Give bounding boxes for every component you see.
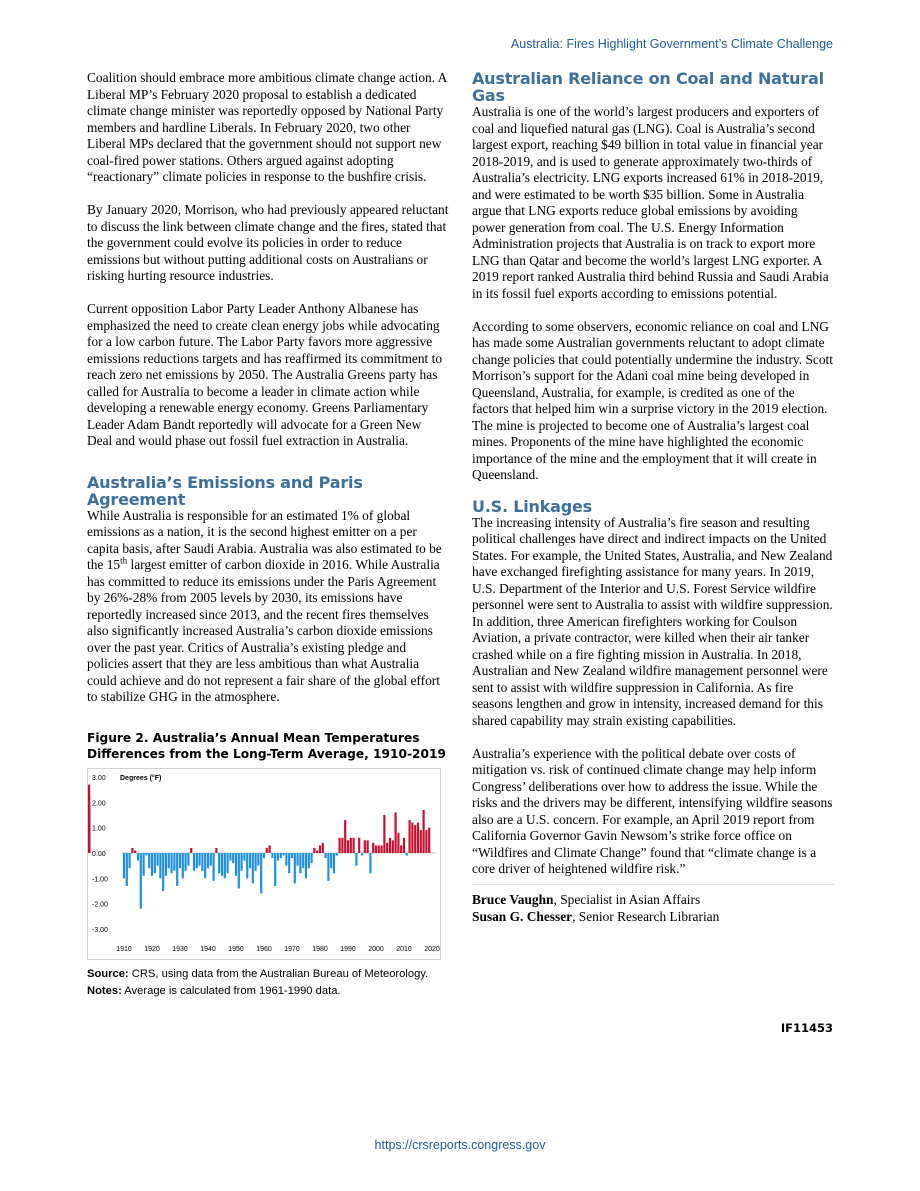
paragraph-reliance: According to some observers, economic reliance on coal and LNG has made some Australian governments reluctant to adopt climate change policies that could potentially undermine the industry. Scott Morrison’s support for the Adani coal mine being developed in Queensland, Australia, for example, is credited as one of the factors that helped him win a surprise victory in the 2019 election. The mine is projected to become one of Australia’s largest coal mines. Proponents of the mine have highlighted the economic importance of the mine and the employment that it will create in Queensland.	[472, 318, 833, 482]
bar	[159, 853, 161, 878]
bar	[322, 842, 324, 852]
bar	[420, 830, 422, 853]
bar	[88, 784, 90, 852]
heading-coal-gas: Australian Reliance on Coal and Natural Gas	[472, 69, 824, 105]
bar	[269, 845, 271, 853]
bar	[196, 853, 198, 868]
y-tick-label: 3.00	[92, 774, 106, 782]
bar	[353, 837, 355, 852]
y-tick-label: 2.00	[92, 799, 106, 807]
bar	[358, 837, 360, 852]
bar	[241, 853, 243, 871]
left-column	[87, 70, 449, 1000]
bar	[280, 853, 282, 858]
x-tick-label: 1940	[200, 945, 216, 953]
bar	[277, 853, 279, 861]
paragraph-emissions: While Australia is responsible for an estimated 1% of global emissions as a nation, it is the second highest emitter on a per capita basis, after Saudi Arabia. Australia was also estimated to be the 15th largest emitter of carbon dioxide in 2016. While Australia has committed to reduce its emissions under the Paris Agreement by 26%-28% from 2005 levels by 2030, its emissions have reportedly increased since 2013, and the recent fires themselves also significantly increased Australia’s carbon dioxide emissions over the past year. Critics of Australia’s existing pledge and policies assert that they are less ambitious than what Australia could achieve and do not represent a fair share of the global effort to stabilize GHG in the atmosphere.	[87, 507, 442, 704]
bar	[257, 853, 259, 866]
y-tick-label: -3.00	[92, 926, 108, 934]
report-id: IF11453	[780, 1021, 833, 1035]
bar	[403, 837, 405, 852]
bar	[243, 853, 245, 861]
x-tick-label: 1910	[116, 945, 132, 953]
bar	[302, 853, 304, 868]
x-tick-label: 1980	[312, 945, 328, 953]
temperature-chart	[87, 768, 441, 960]
bar	[336, 853, 338, 856]
bar	[417, 822, 419, 852]
running-header: Australia: Fires Highlight Government’s Climate Challenge	[510, 37, 833, 51]
bar	[140, 853, 142, 909]
bar	[297, 853, 299, 866]
paragraph-morrison: By January 2020, Morrison, who had previously appeared reluctant to discuss the link between climate change and the fires, stated that the government could evolve its policies in order to reduce emissions but without putting additional costs on Australians or risking hurting resource industries.	[87, 202, 449, 283]
bar	[126, 853, 128, 886]
bar	[157, 853, 159, 866]
bar	[283, 853, 285, 856]
bar	[229, 853, 231, 861]
y-tick-label: -2.00	[92, 901, 108, 909]
bar	[294, 853, 296, 883]
bar	[148, 853, 150, 868]
figure-title: Figure 2. Australia’s Annual Mean Temperatures Differences from the Long-Term Average, 1910-2019	[87, 730, 446, 761]
paragraph-us-impacts: The increasing intensity of Australia’s fire season and resulting political challenges have direct and indirect impacts on the United States. For example, the United States, Australia, and New Zealand have exchanged firefighting assistance for many years. In 2019, U.S. Department of the Interior and U.S. Forest Service wildfire personnel were sent to Australia to assist with wildfire suppression. In addition, three American firefighters working for Coulson Aviation, a private contractor, were killed when their air tanker crashed while on a fire fighting mission in Australia. In 2018, Australian and New Zealand wildfire management personnel were sent to assist with wildfire suppression in California. As fire seasons lengthen and grow in intensity, increased demand for this shared capability may strain existing capabilities.	[472, 514, 833, 728]
bar	[151, 853, 153, 876]
bar	[313, 847, 315, 852]
bar	[187, 853, 189, 866]
x-tick-label: 1990	[340, 945, 356, 953]
bar	[406, 853, 408, 856]
bar	[246, 853, 248, 878]
bar	[386, 842, 388, 852]
bar	[308, 853, 310, 868]
bar	[207, 853, 209, 868]
bar	[227, 853, 229, 873]
bar	[131, 847, 133, 852]
y-axis-label: Degrees (°F)	[120, 774, 162, 782]
bar	[285, 853, 287, 866]
author-block	[472, 884, 834, 926]
bar	[271, 853, 273, 858]
figure-notes: Notes: Average is calculated from 1961-1990 data.	[87, 984, 341, 997]
bar	[325, 853, 327, 858]
bar	[316, 850, 318, 853]
bar	[263, 853, 265, 858]
bar	[249, 853, 251, 868]
x-tick-label: 2020	[424, 945, 440, 953]
bar	[299, 853, 301, 873]
bar	[171, 853, 173, 873]
bar	[274, 853, 276, 886]
bar	[238, 853, 240, 888]
paragraph-coalition: Coalition should embrace more ambitious climate change action. A Liberal MP’s February 2020 proposal to establish a dedicated climate change minister was reportedly opposed by National Party members and hardline Liberals. In February 2020, two other Liberal MPs declared that the government should not support new coal-fired power stations. Others argued against adopting “reactionary” climate policies in response to the bushfire crisis.	[87, 70, 447, 184]
bar	[145, 853, 147, 856]
bar	[190, 847, 192, 852]
x-tick-label: 2000	[368, 945, 384, 953]
x-tick-label: 1920	[144, 945, 160, 953]
author-vaughn: Bruce Vaughn, Specialist in Asian Affairs	[472, 891, 701, 907]
bar	[137, 853, 139, 861]
bar	[260, 853, 262, 894]
paragraph-congress: Australia’s experience with the political debate over costs of mitigation vs. risk of continued climate change may help inform Congress’ deliberations over how to address the issue. While the risks and the drivers may be different, intensifying wildfire seasons also are a U.S. concern. For example, an April 2019 report from California Governor Gavin Newsom’s strike force office on “Wildfires and Climate Change” found that “climate change is a core driver of heightened wildfire risk.”	[472, 745, 833, 876]
bar	[369, 853, 371, 873]
bar	[305, 853, 307, 878]
bar	[330, 853, 332, 868]
figure-source: Source: CRS, using data from the Australian Bureau of Meteorology.	[87, 967, 429, 980]
bar	[397, 832, 399, 852]
bar	[266, 847, 268, 852]
bar	[389, 837, 391, 852]
bar	[165, 853, 167, 876]
bar	[425, 830, 427, 853]
bar	[341, 837, 343, 852]
bar	[392, 840, 394, 853]
bar	[409, 820, 411, 853]
bar	[213, 853, 215, 881]
bar	[123, 853, 125, 878]
ordinal-suffix: th	[120, 555, 128, 566]
bar	[319, 845, 321, 853]
bar	[378, 845, 380, 853]
bar	[423, 809, 425, 852]
heading-emissions: Australia’s Emissions and Paris Agreement	[87, 472, 363, 509]
x-tick-label: 1950	[228, 945, 244, 953]
y-tick-label: -1.00	[92, 875, 108, 883]
x-tick-label: 2010	[396, 945, 412, 953]
paragraph-labor: Current opposition Labor Party Leader Anthony Albanese has emphasized the need to create clean energy jobs while advocating for a low carbon future. The Labor Party favors more aggressive emissions reductions targets and has reaffirmed its commitment to reach zero net emissions by 2050. The Australia Greens party has called for Australia to become a leader in climate action while developing a renewable energy economy. Greens Parliamentary Leader Adam Bandt reportedly will advocate for a Green New Deal and would phase out fossil fuel extraction in Australia.	[87, 301, 443, 448]
y-tick-label: 1.00	[92, 825, 106, 833]
bar	[291, 853, 293, 858]
bar	[355, 853, 357, 866]
bar	[168, 853, 170, 868]
bar	[255, 853, 257, 871]
bar	[221, 853, 223, 876]
bar	[311, 853, 313, 863]
bar	[375, 845, 377, 853]
bar	[344, 820, 346, 853]
bar	[333, 853, 335, 873]
bar	[193, 853, 195, 871]
bar	[367, 840, 369, 853]
bar	[414, 825, 416, 853]
bar	[201, 853, 203, 871]
bar	[232, 853, 234, 863]
x-tick-label: 1960	[256, 945, 272, 953]
bar	[182, 853, 184, 878]
bar	[129, 853, 131, 868]
y-tick-label: 0.00	[92, 850, 106, 858]
bar	[288, 853, 290, 873]
bar	[173, 853, 175, 871]
bar	[395, 812, 397, 853]
bar	[428, 827, 430, 852]
bar	[134, 850, 136, 853]
bar	[327, 853, 329, 881]
x-tick-label: 1930	[172, 945, 188, 953]
bar	[252, 853, 254, 883]
bar	[143, 853, 145, 876]
bar	[162, 853, 164, 891]
bar	[179, 853, 181, 868]
bar	[372, 842, 374, 852]
bar	[224, 853, 226, 878]
bar	[347, 840, 349, 853]
x-tick-label: 1970	[284, 945, 300, 953]
author-chesser: Susan G. Chesser, Senior Research Librarian	[472, 909, 720, 924]
bar	[235, 853, 237, 876]
bar	[350, 837, 352, 852]
bar	[204, 853, 206, 878]
bar	[215, 847, 217, 852]
bar	[176, 853, 178, 886]
paragraph-coal-exports: Australia is one of the world’s largest producers and exporters of coal and liquefied natural gas (LNG). Coal is Australia’s second largest export, reaching $49 billion in total value in financial year 2018-2019, and is used to generate approximately two-thirds of Australia’s electricity. LNG exports increased 61% in 2018-2019, and were estimated to be worth $35 billion. Some in Australia argue that LNG exports reduce global emissions by avoiding power generation from coal. The U.S. Energy Information Administration projects that Australia is on track to export more LNG than Qatar and become the world’s largest LNG exporter. A 2019 report ranked Australia third behind Russia and Saudi Arabia in its fossil fuel exports according to emissions potential.	[472, 104, 829, 301]
bar	[154, 853, 156, 873]
bar	[185, 853, 187, 871]
bar	[339, 837, 341, 852]
bar	[218, 853, 220, 873]
bar	[361, 853, 363, 856]
heading-us-linkages: U.S. Linkages	[472, 496, 592, 516]
bar	[199, 853, 201, 866]
footer-url[interactable]: https://crsreports.congress.gov	[374, 1138, 546, 1152]
temperature-chart-svg	[88, 769, 440, 959]
bar	[400, 845, 402, 853]
bar	[381, 845, 383, 853]
bar	[210, 853, 212, 866]
bar	[364, 840, 366, 853]
bar	[383, 815, 385, 853]
right-column	[472, 70, 834, 926]
bar	[411, 822, 413, 852]
